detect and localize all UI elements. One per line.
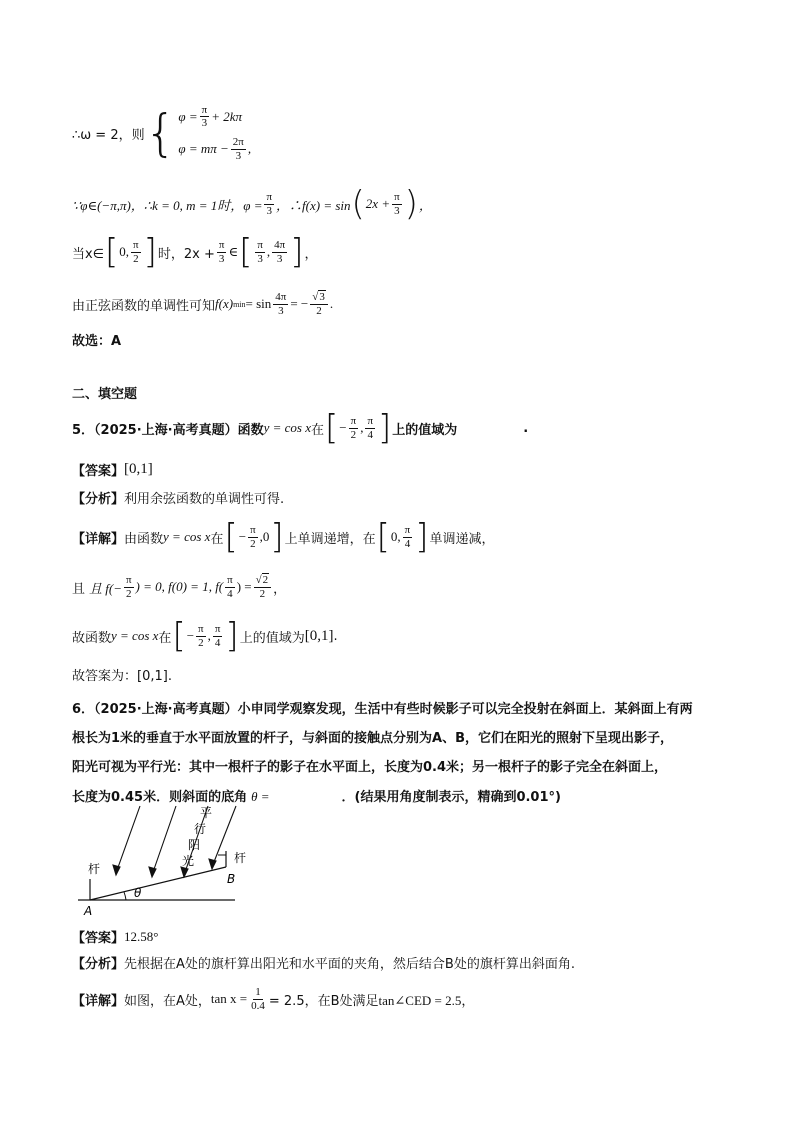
solution-line-omega bbox=[72, 97, 251, 169]
pole-label-right: 杆 bbox=[234, 851, 247, 865]
slope-line bbox=[90, 867, 226, 900]
q6-detail: 【详解】 如图，在A处， tan x = $\frac{1}{0.4}$ = 2.5，在B处满足 tan∠CED = 2.5， bbox=[72, 985, 475, 1012]
solution-line-interval: 当x∈ [ 0, $\frac{\pi}{2}$ ] 时，2x + $\frac{\pi}{3}$ ∈ [ $\frac{\pi}{3}$ , $\frac{4\pi}{3}$ ] ， bbox=[72, 232, 318, 272]
light-rays bbox=[113, 806, 236, 877]
light-label-1: 平 bbox=[200, 806, 213, 820]
solution-line-phi: ∵φ∈(−π,π)，∴k = 0, m = 1时，φ = $\frac{\pi}{3}$ ，∴f(x) = sin ( 2x + $\frac{\pi}{3}$ ) ， bbox=[72, 184, 432, 224]
q5-detail-values: 且 且 f(− $\frac{\pi}{2}$ ) = 0, f(0) = 1, f( $\frac{\pi}{4}$ ) = $\frac{√2}{2}$ ， bbox=[72, 573, 287, 600]
point-b-label: B bbox=[227, 872, 236, 886]
light-label-2: 行 bbox=[194, 822, 207, 836]
q6-answer: 【答案】 12.58° bbox=[72, 928, 159, 946]
question-5: 5．（2025·上海·高考真题）函数 y = cos x 在 [ − $\frac{\pi}{2}$ , $\frac{\pi}{4}$ ] 上的值域为 . bbox=[72, 408, 529, 448]
point-a-label: A bbox=[84, 904, 93, 918]
q5-final: 故答案为：[0,1]. bbox=[72, 669, 172, 684]
q6-analysis: 【分析】 先根据在A处的旗杆算出阳光和水平面的夹角，然后结合B处的旗杆算出斜面角. bbox=[72, 957, 575, 972]
equation-system: φ = $\frac{\pi}{3}$ + 2kπ φ = mπ − $\frac{2\pi}{3}$ , bbox=[178, 103, 252, 162]
q5-detail: 【详解】 由函数 y = cos x 在 [ − $\frac{\pi}{2}$ ,0 ] 上单调递增，在 [ 0, $\frac{\pi}{4}$ ] 单调递减， bbox=[72, 517, 495, 557]
light-label-3: 阳 bbox=[188, 838, 201, 852]
question-6: 6．（2025·上海·高考真题）小申同学观察发现，生活中有些时候影子可以完全投射在斜面上．某斜面上有两 根长为1米的垂直于水平面放置的杆子，与斜面的接触点分别为A、B，它们在阳光的照射下呈现出影子， 阳光可视为平行光：其中一根杆子的影子在水平面上，长度为0.4米；另一根杆子的影子完全在斜面上， 长度为0.45米．则斜面的底角 θ = ．(结果用角度制表示，精确到0.01°) bbox=[72, 702, 693, 805]
section-title: 二、填空题 bbox=[72, 387, 138, 402]
answer-choice: 故选：A bbox=[72, 334, 122, 349]
brace: { bbox=[144, 104, 177, 162]
q5-detail-conclusion: 故函数 y = cos x 在 [ − $\frac{\pi}{2}$ , $\frac{\pi}{4}$ ] 上的值域为 [0,1] . bbox=[72, 616, 338, 656]
q5-answer: 【答案】 [0,1] bbox=[72, 460, 153, 479]
angle-label: θ bbox=[134, 886, 142, 900]
pole-label-left: 杆 bbox=[88, 862, 101, 876]
q5-analysis: 【分析】 利用余弦函数的单调性可得. bbox=[72, 492, 285, 507]
light-label-4: 光 bbox=[182, 854, 195, 868]
slope-diagram bbox=[78, 803, 258, 918]
line-text: ∴ω = 2，则 bbox=[72, 127, 145, 143]
solution-line-min: 由正弦函数的单调性可知 f(x) min = sin $\frac{4\pi}{3}$ = − $\frac{√3}{2}$ . bbox=[72, 290, 334, 317]
